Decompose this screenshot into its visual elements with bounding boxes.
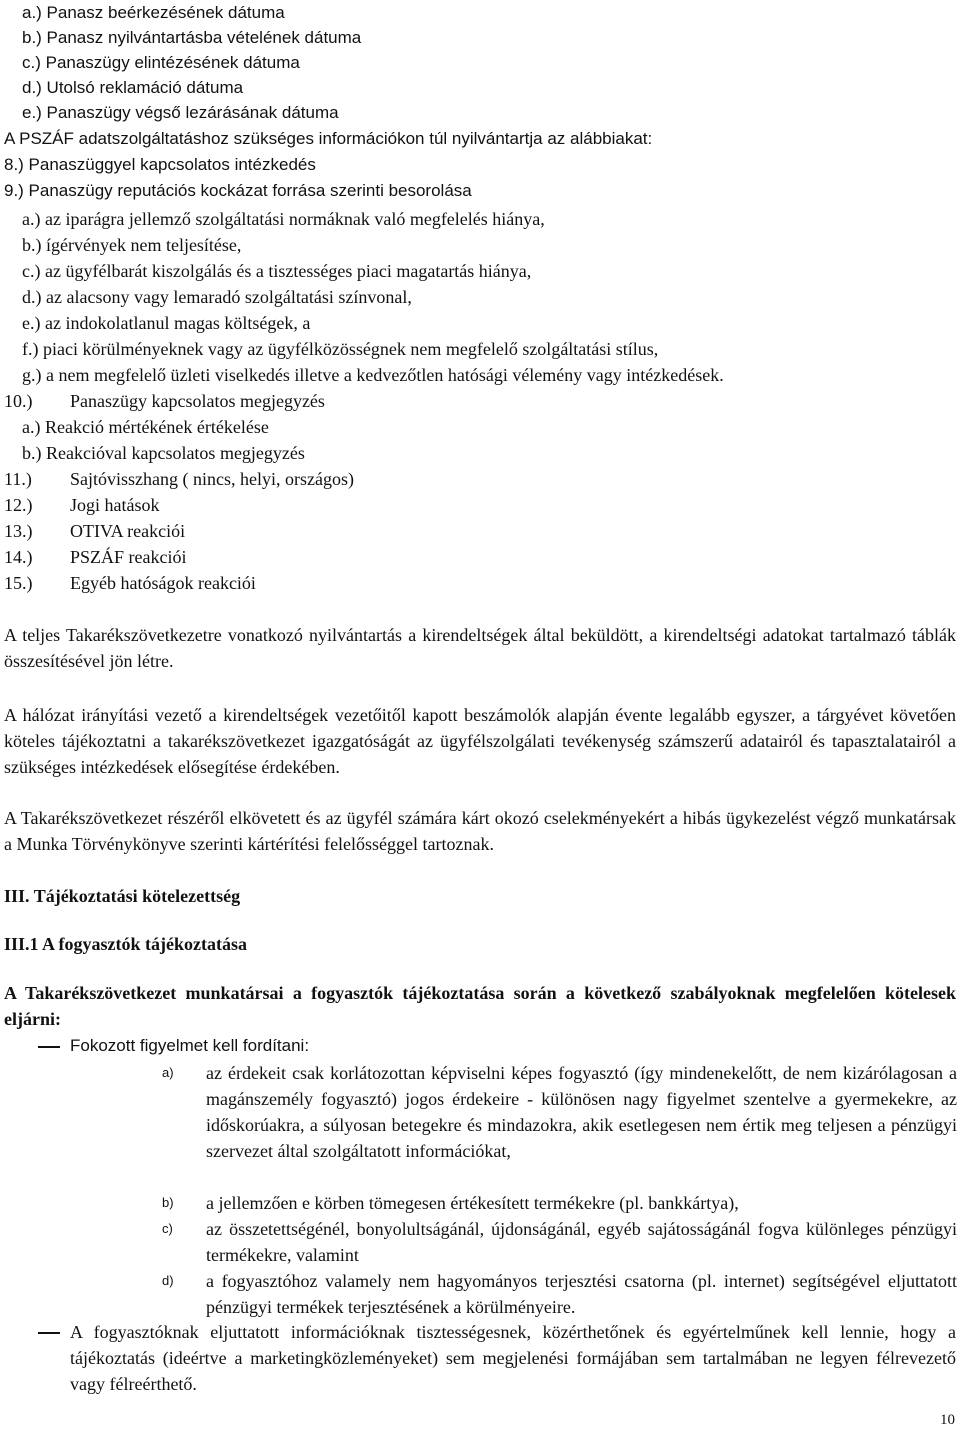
paragraph: A Takarékszövetkezet részéről elkövetett és az ügyfél számára kárt okozó cselekményekért a hibás ügykezelést végző munkatársak a Munka Törvénykönyve szerinti kártérítési felelősséggel tartoznak.: [4, 808, 956, 854]
list-number: 13.): [4, 521, 33, 541]
bullet-text: Fokozott figyelmet kell fordítani:: [70, 1036, 310, 1055]
subsection-heading: III.1 A fogyasztók tájékoztatása: [4, 934, 247, 954]
list-item: b.) ígérvények nem teljesítése,: [22, 235, 242, 255]
list-item: e.) az indokolatlanul magas költségek, a: [22, 313, 311, 333]
bullet-text: A fogyasztóknak eljuttatott információknak tisztességesnek, közérthetőnek és egyértelműnek kell lennie, hogy a tájékoztatás (ideértve a marketingközleményeket) sem megjelenési formájában sem tartalmában ne legyen félrevezető vagy félreérthető.: [70, 1322, 956, 1394]
section-heading: III. Tájékoztatási kötelezettség: [4, 886, 241, 906]
intro-line: A PSZÁF adatszolgáltatáshoz szükséges információkon túl nyilvántartja az alábbiakat:: [4, 129, 653, 148]
list-item: OTIVA reakciói: [70, 521, 186, 541]
list-item: 9.) Panaszügy reputációs kockázat forrása szerinti besorolása: [4, 181, 472, 200]
list-item: PSZÁF reakciói: [70, 547, 187, 567]
subitem-text: a fogyasztóhoz valamely nem hagyományos terjesztési csatorna (pl. internet) segítségével eljuttatott pénzügyi termékek terjesztésének a körülményeire.: [206, 1271, 957, 1317]
list-item: Jogi hatások: [70, 495, 160, 515]
list-item: c.) az ügyfélbarát kiszolgálás és a tisztességes piaci magatartás hiánya,: [22, 261, 532, 281]
subitem-label: d): [162, 1273, 174, 1288]
list-item: 8.) Panaszüggyel kapcsolatos intézkedés: [4, 155, 316, 174]
subitem-text: az összetettségénél, bonyolultságánál, újdonságánál, egyéb sajátosságánál fogva különleges pénzügyi termékekre, valamint: [206, 1219, 957, 1265]
page-number: 10: [940, 1412, 955, 1428]
list-item: c.) Panaszügy elintézésének dátuma: [22, 53, 300, 72]
list-item: a.) Panasz beérkezésének dátuma: [22, 3, 285, 22]
list-item: Egyéb hatóságok reakciói: [70, 573, 256, 593]
subitem-text: a jellemzően e körben tömegesen értékesített termékekre (pl. bankkártya),: [206, 1193, 739, 1213]
list-item: e.) Panaszügy végső lezárásának dátuma: [22, 103, 339, 122]
list-item: a.) Reakció mértékének értékelése: [22, 417, 269, 437]
subitem-label: a): [162, 1065, 174, 1080]
list-number: 10.): [4, 391, 33, 411]
list-item: a.) az iparágra jellemző szolgáltatási normáknak való megfelelés hiánya,: [22, 209, 545, 229]
list-number: 15.): [4, 573, 33, 593]
list-item: d.) Utolsó reklamáció dátuma: [22, 78, 244, 97]
list-number: 12.): [4, 495, 33, 515]
paragraph: A hálózat irányítási vezető a kirendeltségek vezetőitől kapott beszámolók alapján évente legalább egyszer, a tárgyévet követően köteles tájékoztatni a takarékszövetkezet igazgatóságát az ügyfélszolgálati tevékenység számszerű adatairól és tapasztalatairól a szükséges intézkedések elősegítése érdekében.: [4, 705, 956, 777]
list-item: Sajtóvisszhang ( nincs, helyi, országos): [70, 469, 354, 489]
subitem-label: c): [162, 1221, 173, 1236]
paragraph: A teljes Takarékszövetkezetre vonatkozó nyilvántartás a kirendeltségek által beküldött, a kirendeltségi adatokat tartalmazó táblák összesítésével jön létre.: [4, 625, 956, 671]
subitem-text: az érdekeit csak korlátozottan képviselni képes fogyasztó (így mindenekelőtt, de nem kizárólagosan a magánszemély fogyasztó) jogos érdekeire - különösen nagy figyelmet szentelve a gyermekekre, az időskorúakra, a súlyosan betegekre és mindazokra, akik esetlegesen nem értik meg teljesen a pénzügyi szervezet által szolgáltatott információkat,: [206, 1063, 957, 1161]
list-item: b.) Panasz nyilvántartásba vételének dátuma: [22, 28, 362, 47]
list-item: g.) a nem megfelelő üzleti viselkedés illetve a kedvezőtlen hatósági vélemény vagy intézkedések.: [22, 365, 724, 385]
list-number: 14.): [4, 547, 33, 567]
list-item: Panaszügy kapcsolatos megjegyzés: [70, 391, 325, 411]
list-item: d.) az alacsony vagy lemaradó szolgáltatási színvonal,: [22, 287, 412, 307]
list-item: f.) piaci körülményeknek vagy az ügyfélközösségnek nem megfelelő szolgáltatási stílus,: [22, 339, 659, 359]
subitem-label: b): [162, 1195, 174, 1210]
list-number: 11.): [4, 469, 32, 489]
list-item: b.) Reakcióval kapcsolatos megjegyzés: [22, 443, 305, 463]
bold-intro: A Takarékszövetkezet munkatársai a fogyasztók tájékoztatása során a következő szabályoknak megfelelően kötelesek eljárni:: [4, 983, 956, 1029]
dash-bullet-icon: [38, 1332, 60, 1334]
dash-bullet-icon: [38, 1046, 60, 1048]
